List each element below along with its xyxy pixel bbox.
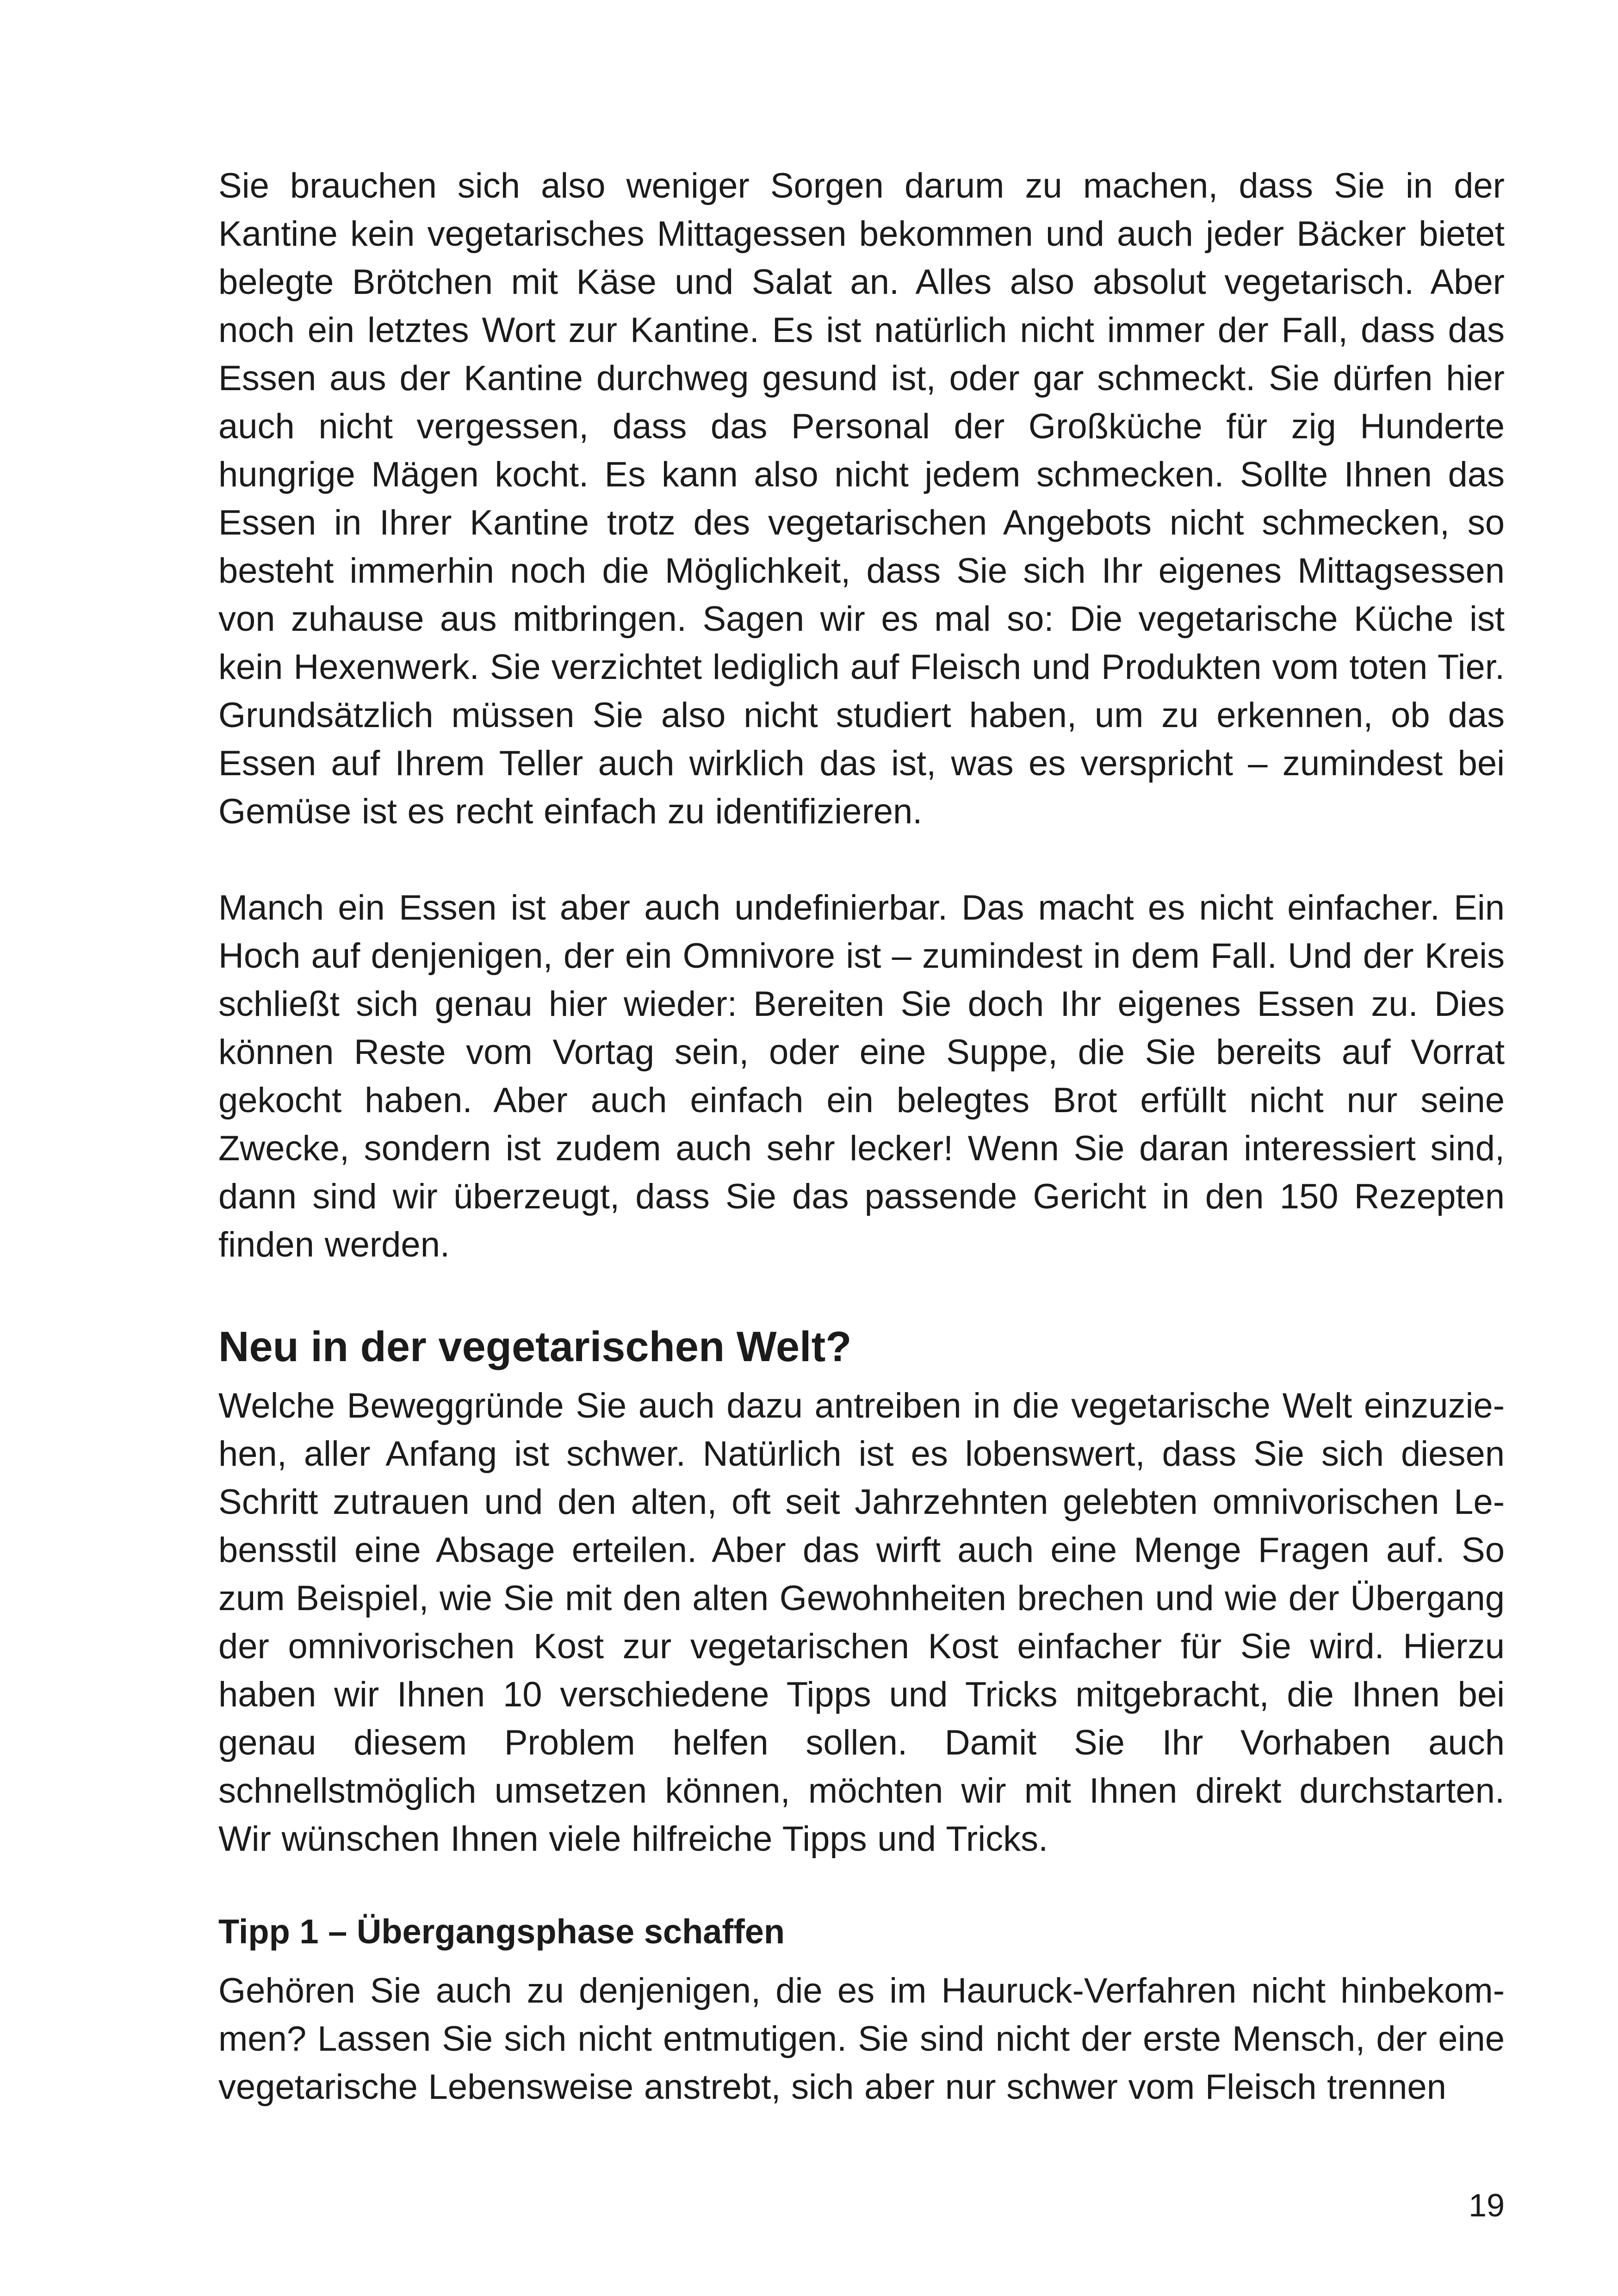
intro-paragraph-2: Manch ein Essen ist aber auch undefinierbar. Das macht es nicht einfacher. Ein Hoch auf denjenigen, der ein Omnivore ist – zumindest in dem Fall. Und der Kreis schließt sich genau hier wieder: Bereiten Sie doch Ihr eigenes Essen zu. Dies können Reste vom Vortag sein, oder eine Suppe, die Sie bereits auf Vorrat gekocht haben. Aber auch einfach ein belegtes Brot erfüllt nicht nur seine Zwecke, sondern ist zudem auch sehr lecker! Wenn Sie daran interessiert sind, dann sind wir überzeugt, dass Sie das passende Gericht in den 150 Rezepten finden werden. <box>218 888 1505 1264</box>
section-paragraph: Welche Beweggründe Sie auch dazu antreiben in die vegetarische Welt einzuziehen, aller Anfang ist schwer. Natürlich ist es lobenswert, dass Sie sich diesen Schritt zutrauen und den alten, oft seit Jahrzehnten gelebten omnivorischen Lebensstil eine Absage erteilen. Aber das wirft auch eine Menge Fragen auf. So zum Beispiel, wie Sie mit den alten Gewohnheiten brechen und wie der Übergang der omnivorischen Kost zur vegetarischen Kost einfacher für Sie wird. Hierzu haben wir Ihnen 10 verschiedene Tipps und Tricks mitgebracht, die Ihnen bei genau diesem Problem helfen sollen. Damit Sie Ihr Vorhaben auch schnellstmöglich umsetzen können, möchten wir mit Ihnen direkt durchstarten. Wir wünschen Ihnen viele hilfreiche Tipps und Tricks. <box>218 1386 1505 1859</box>
intro-paragraph-1: Sie brauchen sich also weniger Sorgen darum zu machen, dass Sie in der Kantine kein vegetarisches Mittagessen bekommen und auch jeder Bäcker bietet belegte Brötchen mit Käse und Salat an. Alles also absolut vegetarisch. Aber noch ein letztes Wort zur Kantine. Es ist natürlich nicht immer der Fall, dass das Essen aus der Kantine durchweg gesund ist, oder gar schmeckt. Sie dürfen hier auch nicht vergessen, dass das Personal der Großküche für zig Hunderte hungrige Mägen kocht. Es kann also nicht jedem schmecken. Sollte Ihnen das Essen in Ihrer Kantine trotz des vegetarischen Angebots nicht schmecken, so besteht immerhin noch die Möglichkeit, dass Sie sich Ihr eigenes Mittagsessen von zuhause aus mitbringen. Sagen wir es mal so: Die vegetarische Küche ist kein Hexenwerk. Sie verzichtet lediglich auf Fleisch und Produkten vom toten Tier. Grundsätzlich müssen Sie also nicht studiert haben, um zu erkennen, ob das Essen auf Ihrem Teller auch wirklich das ist, was es verspricht – zumindest bei Gemüse ist es recht einfach zu identifizieren. <box>218 166 1505 831</box>
tip-paragraph: Gehören Sie auch zu denjenigen, die es im Hauruck-Verfahren nicht hinbekommen? Lassen Sie sich nicht entmutigen. Sie sind nicht der erste Mensch, der eine vegetarische Lebensweise anstrebt, sich aber nur schwer vom Fleisch trennen <box>218 1971 1505 2107</box>
page-number: 19 <box>1469 2187 1505 2223</box>
tip-heading: Tipp 1 – Übergangsphase schaffen <box>218 1912 785 1951</box>
paragraph-spacer <box>218 836 1505 884</box>
page-body <box>218 162 1505 2111</box>
section-heading: Neu in der vegetarischen Welt? <box>218 1323 852 1370</box>
